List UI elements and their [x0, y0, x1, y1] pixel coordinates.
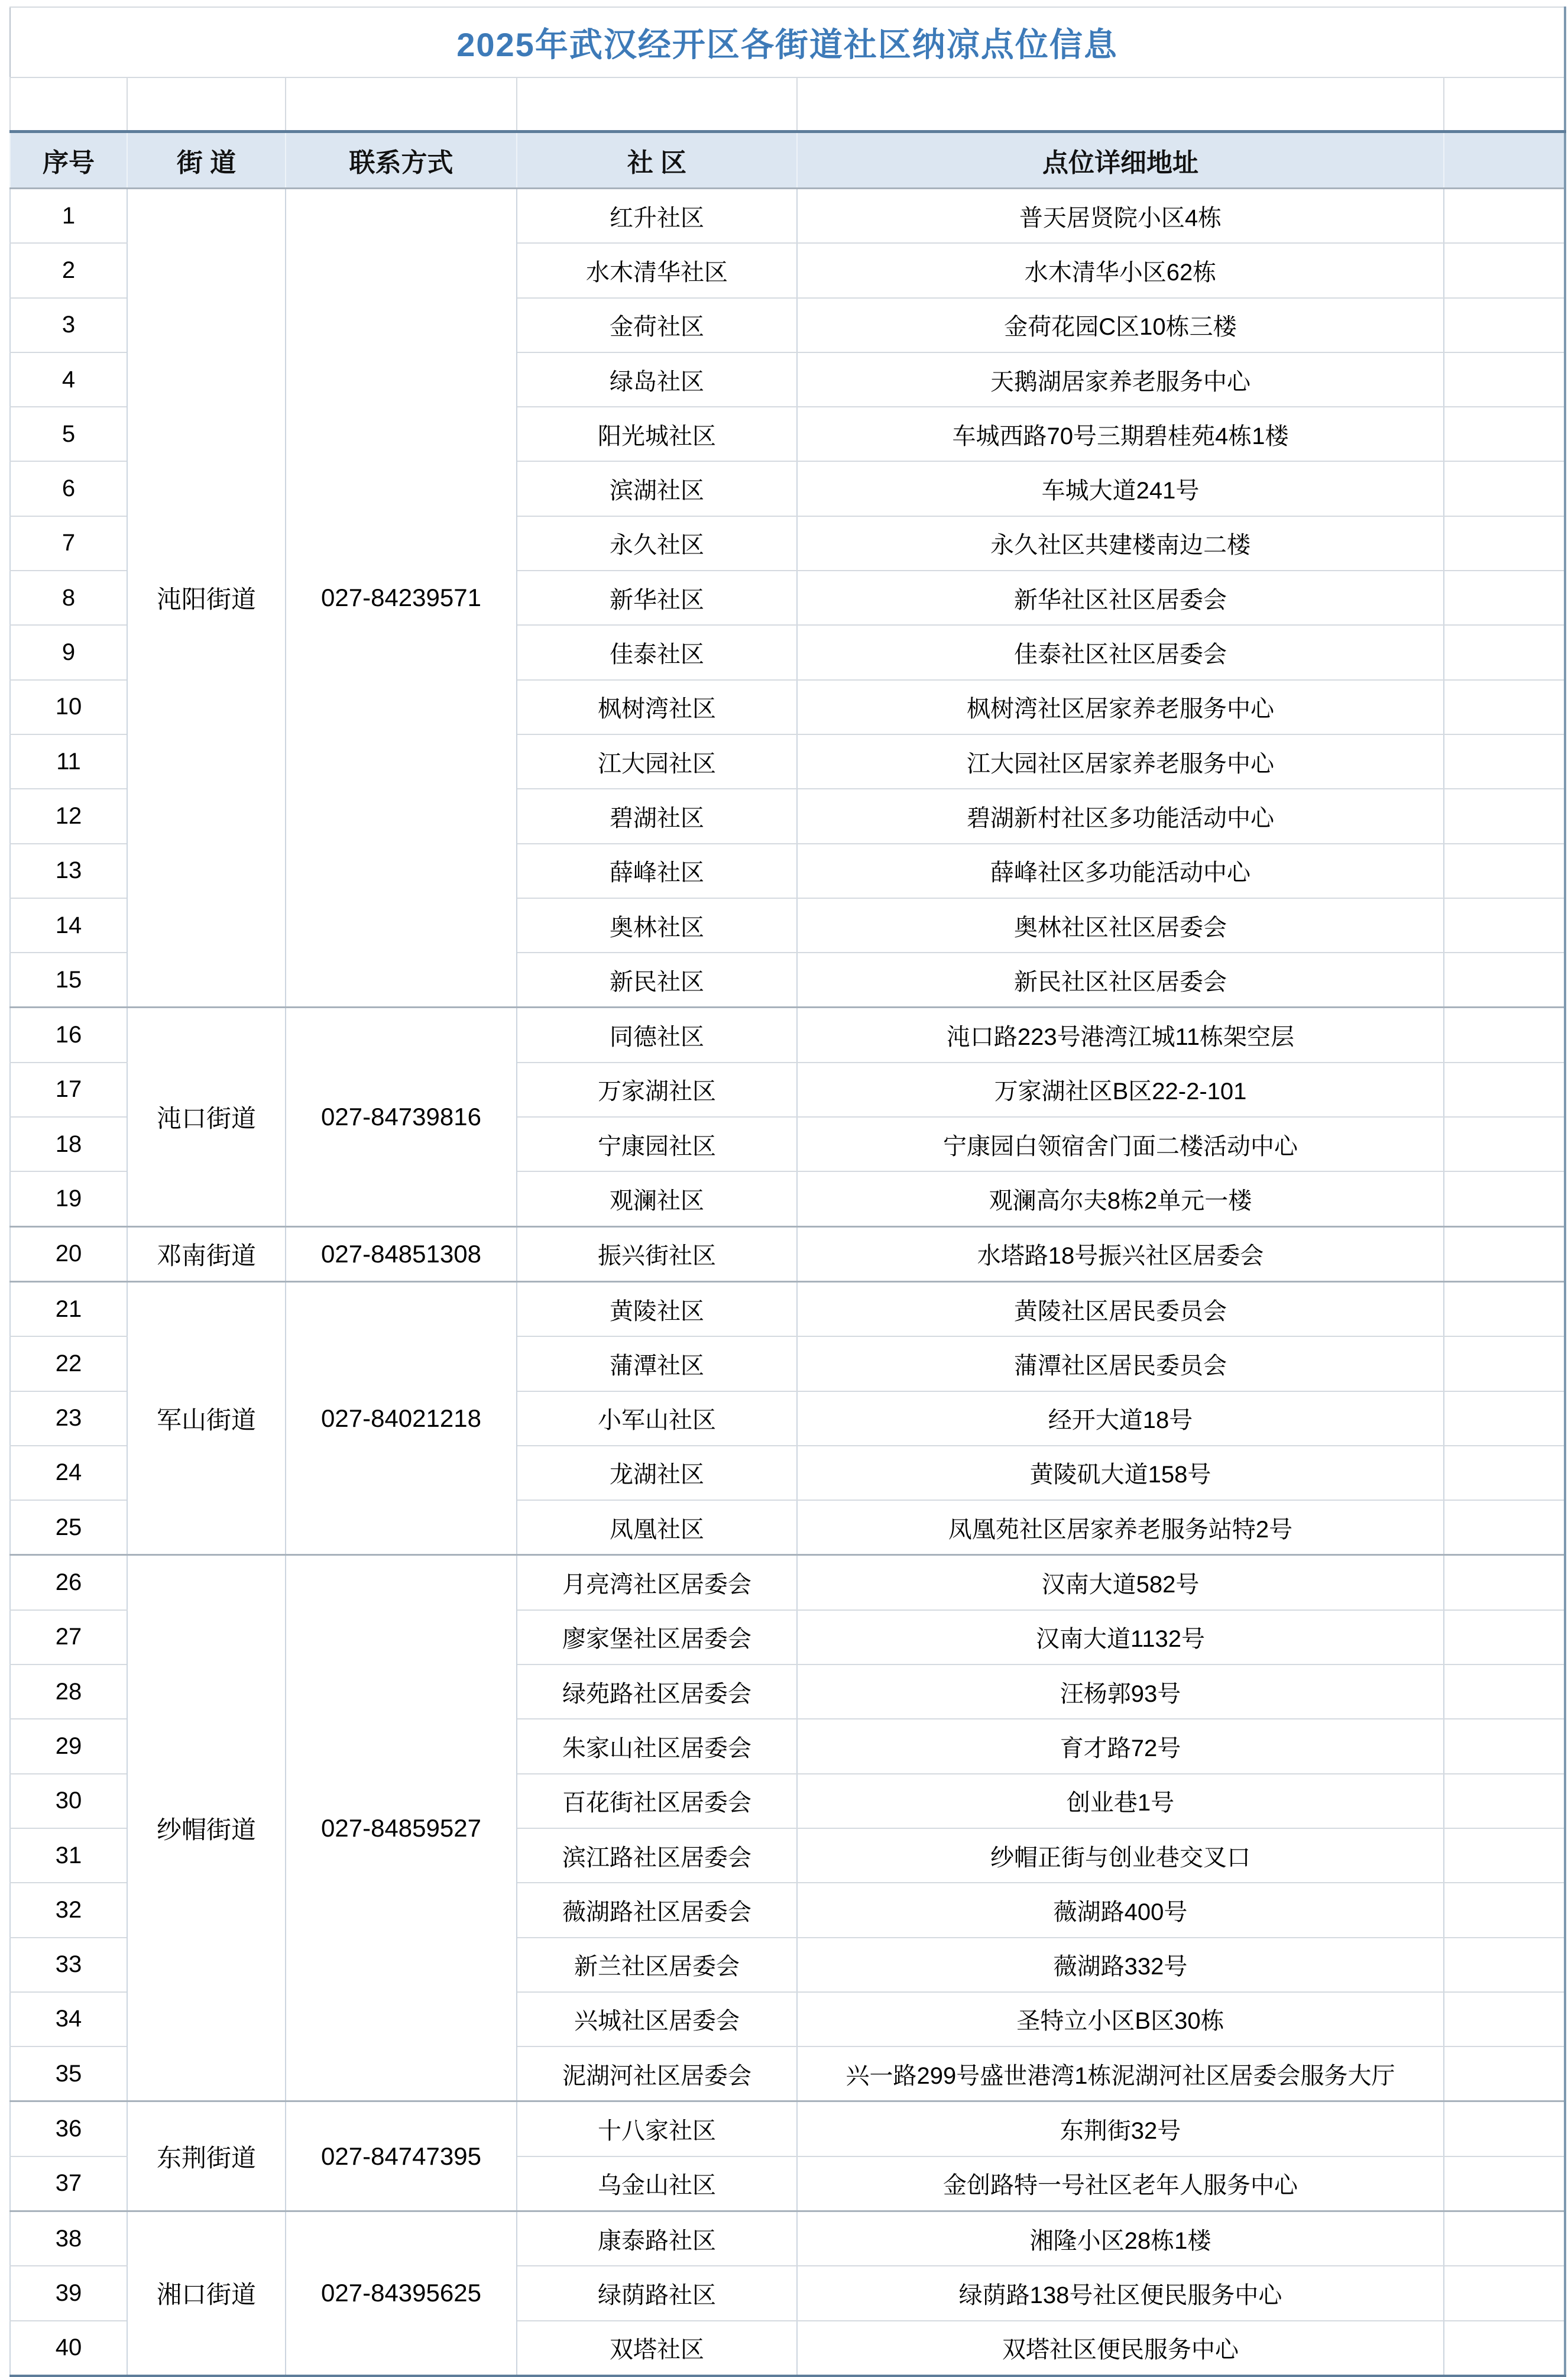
row-number-cell: 27	[10, 1610, 127, 1664]
empty-cell	[1444, 1828, 1565, 1883]
community-cell: 黄陵社区	[517, 1281, 797, 1336]
row-number-cell: 10	[10, 680, 127, 734]
phone-cell: 027-84851308	[286, 1226, 517, 1281]
community-cell: 百花街社区居委会	[517, 1774, 797, 1828]
spacer-cell	[127, 77, 286, 132]
community-cell: 蒲潭社区	[517, 1336, 797, 1391]
row-number-cell: 30	[10, 1774, 127, 1828]
community-cell: 乌金山社区	[517, 2156, 797, 2211]
address-cell: 育才路72号	[797, 1719, 1444, 1773]
community-cell: 兴城社区居委会	[517, 1992, 797, 2046]
address-cell: 薛峰社区多功能活动中心	[797, 844, 1444, 898]
empty-cell	[1444, 1500, 1565, 1555]
empty-cell	[1444, 1281, 1565, 1336]
row-number-cell: 20	[10, 1226, 127, 1281]
street-cell: 邓南街道	[127, 1226, 286, 1281]
table-row	[10, 1555, 1565, 1610]
address-cell: 水木清华小区62栋	[797, 243, 1444, 297]
column-header-no: 序号	[10, 132, 127, 189]
address-cell: 普天居贤院小区4栋	[797, 189, 1444, 244]
empty-cell	[1444, 352, 1565, 407]
row-number-cell: 37	[10, 2156, 127, 2211]
address-cell: 金荷花园C区10栋三楼	[797, 298, 1444, 352]
row-number-cell: 14	[10, 898, 127, 953]
row-number-cell: 4	[10, 352, 127, 407]
column-header-community: 社 区	[517, 132, 797, 189]
column-header-extra	[1444, 132, 1565, 189]
empty-cell	[1444, 1610, 1565, 1664]
row-number-cell: 1	[10, 189, 127, 244]
address-cell: 车城西路70号三期碧桂苑4栋1楼	[797, 407, 1444, 461]
spacer-cell	[517, 77, 797, 132]
empty-cell	[1444, 298, 1565, 352]
row-number-cell: 32	[10, 1883, 127, 1937]
address-cell: 汉南大道582号	[797, 1555, 1444, 1610]
street-cell: 沌口街道	[127, 1008, 286, 1226]
row-number-cell: 26	[10, 1555, 127, 1610]
table-row	[10, 189, 1565, 244]
empty-cell	[1444, 2156, 1565, 2211]
community-cell: 振兴街社区	[517, 1226, 797, 1281]
community-cell: 薇湖路社区居委会	[517, 1883, 797, 1937]
row-number-cell: 19	[10, 1171, 127, 1226]
empty-cell	[1444, 844, 1565, 898]
phone-cell: 027-84395625	[286, 2211, 517, 2375]
header-row	[10, 132, 1565, 189]
row-number-cell: 40	[10, 2321, 127, 2376]
empty-cell	[1444, 571, 1565, 625]
address-cell: 万家湖社区B区22-2-101	[797, 1063, 1444, 1117]
address-cell: 纱帽正街与创业巷交叉口	[797, 1828, 1444, 1883]
address-cell: 绿荫路138号社区便民服务中心	[797, 2266, 1444, 2320]
row-number-cell: 23	[10, 1391, 127, 1446]
community-cell: 十八家社区	[517, 2101, 797, 2156]
address-cell: 江大园社区居家养老服务中心	[797, 734, 1444, 789]
row-number-cell: 35	[10, 2046, 127, 2101]
address-cell: 东荆街32号	[797, 2101, 1444, 2156]
row-number-cell: 3	[10, 298, 127, 352]
community-cell: 同德社区	[517, 1008, 797, 1063]
table-row	[10, 2101, 1565, 2156]
row-number-cell: 2	[10, 243, 127, 297]
row-number-cell: 8	[10, 571, 127, 625]
empty-cell	[1444, 1117, 1565, 1171]
row-number-cell: 25	[10, 1500, 127, 1555]
row-number-cell: 21	[10, 1281, 127, 1336]
address-cell: 圣特立小区B区30栋	[797, 1992, 1444, 2046]
street-cell: 东荆街道	[127, 2101, 286, 2211]
community-cell: 泥湖河社区居委会	[517, 2046, 797, 2101]
row-number-cell: 17	[10, 1063, 127, 1117]
address-cell: 沌口路223号港湾江城11栋架空层	[797, 1008, 1444, 1063]
community-cell: 绿荫路社区	[517, 2266, 797, 2320]
community-cell: 月亮湾社区居委会	[517, 1555, 797, 1610]
community-cell: 永久社区	[517, 516, 797, 571]
row-number-cell: 12	[10, 789, 127, 843]
empty-cell	[1444, 789, 1565, 843]
row-number-cell: 9	[10, 625, 127, 679]
spacer-cell	[10, 77, 127, 132]
column-header-contact: 联系方式	[286, 132, 517, 189]
address-cell: 双塔社区便民服务中心	[797, 2321, 1444, 2376]
empty-cell	[1444, 680, 1565, 734]
empty-cell	[1444, 625, 1565, 679]
address-cell: 新华社区社区居委会	[797, 571, 1444, 625]
community-cell: 凤凰社区	[517, 1500, 797, 1555]
row-number-cell: 38	[10, 2211, 127, 2266]
community-cell: 廖家堡社区居委会	[517, 1610, 797, 1664]
community-cell: 康泰路社区	[517, 2211, 797, 2266]
row-number-cell: 24	[10, 1446, 127, 1500]
community-cell: 薛峰社区	[517, 844, 797, 898]
empty-cell	[1444, 407, 1565, 461]
address-cell: 创业巷1号	[797, 1774, 1444, 1828]
empty-cell	[1444, 1719, 1565, 1773]
community-cell: 朱家山社区居委会	[517, 1719, 797, 1773]
community-cell: 水木清华社区	[517, 243, 797, 297]
address-cell: 新民社区社区居委会	[797, 953, 1444, 1008]
address-cell: 天鹅湖居家养老服务中心	[797, 352, 1444, 407]
empty-cell	[1444, 2211, 1565, 2266]
empty-cell	[1444, 2266, 1565, 2320]
empty-cell	[1444, 2046, 1565, 2101]
phone-cell: 027-84021218	[286, 1281, 517, 1555]
community-cell: 双塔社区	[517, 2321, 797, 2376]
empty-cell	[1444, 189, 1565, 244]
community-cell: 阳光城社区	[517, 407, 797, 461]
row-number-cell: 31	[10, 1828, 127, 1883]
empty-cell	[1444, 1992, 1565, 2046]
address-cell: 永久社区共建楼南边二楼	[797, 516, 1444, 571]
empty-cell	[1444, 1008, 1565, 1063]
community-cell: 江大园社区	[517, 734, 797, 789]
community-cell: 金荷社区	[517, 298, 797, 352]
empty-cell	[1444, 734, 1565, 789]
empty-cell	[1444, 2101, 1565, 2156]
title-row	[10, 7, 1565, 77]
empty-cell	[1444, 1391, 1565, 1446]
community-cell: 新华社区	[517, 571, 797, 625]
community-cell: 绿岛社区	[517, 352, 797, 407]
community-cell: 滨江路社区居委会	[517, 1828, 797, 1883]
cooling-points-table	[9, 7, 1566, 2377]
row-number-cell: 39	[10, 2266, 127, 2320]
table-row	[10, 1226, 1565, 1281]
row-number-cell: 6	[10, 461, 127, 516]
street-cell: 纱帽街道	[127, 1555, 286, 2101]
row-number-cell: 11	[10, 734, 127, 789]
address-cell: 车城大道241号	[797, 461, 1444, 516]
community-cell: 枫树湾社区	[517, 680, 797, 734]
empty-cell	[1444, 1063, 1565, 1117]
address-cell: 汪杨郭93号	[797, 1664, 1444, 1719]
empty-cell	[1444, 898, 1565, 953]
community-cell: 红升社区	[517, 189, 797, 244]
empty-cell	[1444, 1336, 1565, 1391]
row-number-cell: 22	[10, 1336, 127, 1391]
community-cell: 龙湖社区	[517, 1446, 797, 1500]
community-cell: 万家湖社区	[517, 1063, 797, 1117]
row-number-cell: 34	[10, 1992, 127, 2046]
spacer-cell	[286, 77, 517, 132]
phone-cell: 027-84859527	[286, 1555, 517, 2101]
address-cell: 经开大道18号	[797, 1391, 1444, 1446]
table-row	[10, 2211, 1565, 2266]
community-cell: 佳泰社区	[517, 625, 797, 679]
column-header-address: 点位详细地址	[797, 132, 1444, 189]
address-cell: 黄陵社区居民委员会	[797, 1281, 1444, 1336]
community-cell: 宁康园社区	[517, 1117, 797, 1171]
address-cell: 凤凰苑社区居家养老服务站特2号	[797, 1500, 1444, 1555]
empty-cell	[1444, 1774, 1565, 1828]
phone-cell: 027-84739816	[286, 1008, 517, 1226]
address-cell: 汉南大道1132号	[797, 1610, 1444, 1664]
row-number-cell: 28	[10, 1664, 127, 1719]
empty-cell	[1444, 953, 1565, 1008]
address-cell: 薇湖路332号	[797, 1938, 1444, 1992]
phone-cell: 027-84239571	[286, 189, 517, 1008]
street-cell: 军山街道	[127, 1281, 286, 1555]
row-number-cell: 18	[10, 1117, 127, 1171]
empty-cell	[1444, 1226, 1565, 1281]
row-number-cell: 5	[10, 407, 127, 461]
spacer-cell	[797, 77, 1444, 132]
empty-cell	[1444, 1938, 1565, 1992]
phone-cell: 027-84747395	[286, 2101, 517, 2211]
address-cell: 奥林社区社区居委会	[797, 898, 1444, 953]
address-cell: 水塔路18号振兴社区居委会	[797, 1226, 1444, 1281]
row-number-cell: 7	[10, 516, 127, 571]
address-cell: 金创路特一号社区老年人服务中心	[797, 2156, 1444, 2211]
row-number-cell: 29	[10, 1719, 127, 1773]
empty-cell	[1444, 243, 1565, 297]
community-cell: 滨湖社区	[517, 461, 797, 516]
community-cell: 新民社区	[517, 953, 797, 1008]
street-cell: 沌阳街道	[127, 189, 286, 1008]
community-cell: 奥林社区	[517, 898, 797, 953]
page-title: 2025年武汉经开区各街道社区纳凉点位信息	[456, 25, 1118, 63]
address-cell: 黄陵矶大道158号	[797, 1446, 1444, 1500]
community-cell: 观澜社区	[517, 1171, 797, 1226]
address-cell: 枫树湾社区居家养老服务中心	[797, 680, 1444, 734]
address-cell: 观澜高尔夫8栋2单元一楼	[797, 1171, 1444, 1226]
address-cell: 碧湖新村社区多功能活动中心	[797, 789, 1444, 843]
street-cell: 湘口街道	[127, 2211, 286, 2375]
empty-cell	[1444, 461, 1565, 516]
community-cell: 新兰社区居委会	[517, 1938, 797, 1992]
row-number-cell: 13	[10, 844, 127, 898]
spacer-row	[10, 77, 1565, 132]
row-number-cell: 16	[10, 1008, 127, 1063]
empty-cell	[1444, 2321, 1565, 2376]
empty-cell	[1444, 1446, 1565, 1500]
row-number-cell: 33	[10, 1938, 127, 1992]
address-cell: 蒲潭社区居民委员会	[797, 1336, 1444, 1391]
spacer-cell	[1444, 77, 1565, 132]
empty-cell	[1444, 1883, 1565, 1937]
address-cell: 宁康园白领宿舍门面二楼活动中心	[797, 1117, 1444, 1171]
table-row	[10, 1281, 1565, 1336]
address-cell: 湘隆小区28栋1楼	[797, 2211, 1444, 2266]
address-cell: 薇湖路400号	[797, 1883, 1444, 1937]
address-cell: 佳泰社区社区居委会	[797, 625, 1444, 679]
empty-cell	[1444, 1555, 1565, 1610]
community-cell: 绿苑路社区居委会	[517, 1664, 797, 1719]
community-cell: 碧湖社区	[517, 789, 797, 843]
table-row	[10, 1008, 1565, 1063]
empty-cell	[1444, 1664, 1565, 1719]
address-cell: 兴一路299号盛世港湾1栋泥湖河社区居委会服务大厅	[797, 2046, 1444, 2101]
column-header-street: 街 道	[127, 132, 286, 189]
empty-cell	[1444, 516, 1565, 571]
row-number-cell: 15	[10, 953, 127, 1008]
community-cell: 小军山社区	[517, 1391, 797, 1446]
row-number-cell: 36	[10, 2101, 127, 2156]
empty-cell	[1444, 1171, 1565, 1226]
